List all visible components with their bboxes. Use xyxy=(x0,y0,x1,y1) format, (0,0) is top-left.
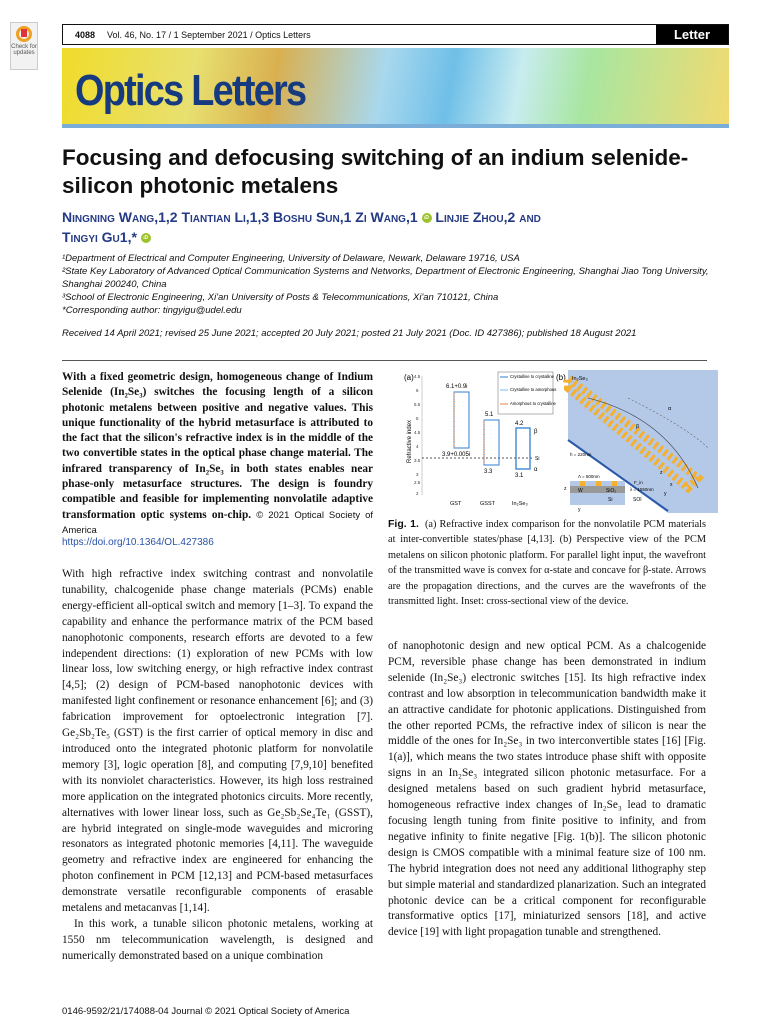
y-tick: 4.5 xyxy=(414,374,421,379)
badge-label: Check for updates xyxy=(11,44,37,56)
journal-banner xyxy=(62,48,729,128)
data-label: 3.9+0.005i xyxy=(442,452,471,458)
y-tick: 2 xyxy=(416,491,419,496)
fig-label: λ = 1550nm xyxy=(630,487,654,492)
fig-label: F_in xyxy=(634,480,643,485)
y-tick: 6 xyxy=(416,388,419,393)
figure-label: Fig. 1. xyxy=(388,518,419,530)
check-for-updates-badge[interactable] xyxy=(10,22,38,70)
conjunction: and xyxy=(519,209,541,225)
fig-label: In₂Se₃ xyxy=(572,376,588,382)
corresponding-author: *Corresponding author: tingyigu@udel.edu xyxy=(62,305,242,316)
abstract xyxy=(62,370,373,538)
paragraph: With high refractive index switching contrast and nonvolatile tunability, chalcogenide phase change materials (PCMs) enable energy-efficient all-optical switch and memory [1–3]. To expand the capability and enhance the performance matrix of the PCM based nanophotonic components, research efforts are devoted to a few independent directions: (1) exploration of new PCMs with low linear loss, low switching energy, or high refractive index contrast [4,5]; (2) design of PCM-based nanophotonic devices with manifested light confinement or resonance enhancement [6]; and (3) fabrication improvement for optoelectronic integration [7]. Ge₂Sb₂Te₅ (GST) is the first carrier of optical memory in disc and introduced onto the integrated photonic platform for nonvolatile memory [3], logic operation [8], and computing [7,9,10] benefited with its nonviolet characteristics. However, its high loss restrained more application on the integrated photonics circuits. More recently, alternatives with lower linear loss, such as Ge₂Sb₂Se₄Te₁ (GSST), are hybrid integrated on single-mode waveguides and microring resonators as integrated photonic memories [4,11]. The waveguide geometry and refractive index are engineered for enhancing the photon confinement in PCM [12,13] and PCM-based metasurfaces demonstrate versatile reconfigurable components of erasable metalens and metacanvas [1,14]. xyxy=(62,568,373,915)
figure-1 xyxy=(398,368,718,513)
page-number: 4088 xyxy=(75,29,96,40)
caption-text: (a) Refractive index comparison for the nonvolatile PCM materials at inter-convertible states/phase [4,13]. (b) Perspective view of the PCM metalens on silicon photonic platform. For parallel light input, the wavefront of the transmitted wave is convex for α-state and concave for β-state. Arrows are the propagation directions, and the curves are the wavefronts of the transmitted light. Inset: cross-sectional view of the device. xyxy=(388,519,707,608)
author: Boshu Sun,1 xyxy=(273,209,352,225)
affiliation: ²State Key Laboratory of Advanced Optical Communication Systems and Networks, Department of Electronic Engineering, Shanghai Jiao Tong University, Shanghai 200240, China xyxy=(62,266,709,290)
journal-logo: Optics Letters xyxy=(75,66,306,115)
y-tick: 3.5 xyxy=(414,458,421,463)
panel-b-tag: (b) xyxy=(556,373,566,382)
running-header xyxy=(62,24,729,45)
y-tick: 5.5 xyxy=(414,402,421,407)
orcid-icon[interactable]: iD xyxy=(141,233,151,243)
fig-label: β xyxy=(636,424,640,430)
fig-label: y xyxy=(578,507,581,513)
abstract-text: With a fixed geometric design, homogeneous change of Indium Selenide (In₂Se₃) switches the focusing length of a silicon photonic metalens between positive and negative values. This unique functionality of the hybrid metasurface is attributed to the fact that the silicon's refractive index is in the middle of the two convertible states in the optical phase change material. The infrared transparency of In₂Se₃ in both states enables near phase-only metasurface structures. The design is foundry compatible and feasible for implementing nonvolatile adaptive transformation optic systems on-chip. xyxy=(62,371,373,521)
affiliations xyxy=(62,252,722,317)
fig-label: Si xyxy=(608,497,613,503)
fig-label: W xyxy=(578,488,583,494)
y-tick: 4.5 xyxy=(414,430,421,435)
fig-label: SOI xyxy=(633,497,642,503)
y-tick: 2.5 xyxy=(414,480,421,485)
panel-a-tag: (a) xyxy=(404,373,414,382)
author: Tiantian Li,1,3 xyxy=(181,209,270,225)
copyright: © 2021 Optical Society of America xyxy=(62,509,373,536)
author: Zi Wang,1 xyxy=(355,209,418,225)
author: Ningning Wang,1,2 xyxy=(62,209,178,225)
y-tick: 3 xyxy=(416,472,419,477)
divider xyxy=(62,360,707,361)
author-list xyxy=(62,207,722,247)
gst-bar xyxy=(454,392,469,448)
y-axis-label: Refractive index xyxy=(407,419,413,463)
history-dates: Received 14 April 2021; revised 25 June 2021; accepted 20 July 2021; posted 21 July 2021 (Doc. ID 427386); published 18 August 2021 xyxy=(62,328,637,339)
fig-label: SiO₂ xyxy=(606,488,617,494)
fig-label: y xyxy=(664,491,667,497)
data-label: 4.2 xyxy=(515,421,524,427)
orcid-icon[interactable]: iD xyxy=(422,213,432,223)
body-left-column xyxy=(62,567,373,965)
y-tick: 4 xyxy=(416,444,419,449)
fig-label: x xyxy=(670,482,673,488)
fig-label: z xyxy=(564,486,567,492)
data-label: 5.1 xyxy=(485,412,494,418)
in2se3-bar xyxy=(516,428,530,469)
figure-caption xyxy=(388,517,706,609)
x-tick: In₂Se₃ xyxy=(512,501,528,507)
y-ticks xyxy=(414,374,421,496)
si-label: Si xyxy=(535,456,540,462)
data-label: β xyxy=(534,429,538,435)
author: Tingyi Gu1,* xyxy=(62,229,137,245)
paper-title: Focusing and defocusing switching of an indium selenide-silicon photonic metalens xyxy=(62,145,689,198)
paragraph: of nanophotonic design and new optical PCM. As a chalcogenide PCM, reversible phase change has been demonstrated in indium selenide (In₂Se₃) electronic switches [15]. Its high refractive index contrast and low absorption in telecommunication bandwidth make it an attractive candidate for photonic applications. Distinguished from the other reported PCMs, the refractive index of silicon is near the middle of the ones for In₂Se₃ in two interconvertible states [16] [Fig. 1(a)], which means the two states introduce phase shift with opposite signs in an In₂Se₃ integrated silicon photonic metasurface. For a designed metalens based on such gradient hybrid metasurface, homogeneous refractive index changes of In₂Se₃ lead to dramatic focusing length tuning from finite positive to infinity, and from negative infinity to finite negative [Fig. 1(b)]. The silicon photonic design is CMOS compatible with a minimal feature size of 100 nm. The hybrid integration does not need any additional lithography step but simple material and standardized planarization. Such an integrated photonic device can be a critical component for reconfigurable transformative optics [17], miniaturized sensors [18], and active device [19] with light propagation tunable and strengthened. xyxy=(388,640,706,939)
author: Linjie Zhou,2 xyxy=(435,209,516,225)
fig-label: α xyxy=(668,406,672,412)
data-label: 3.3 xyxy=(484,469,493,475)
paragraph: In this work, a tunable silicon photonic metalens, working at 1550 nm telecommunication wavelength, is designed and numerically demonstrated based on a unique combination xyxy=(62,917,373,962)
fig-label: Λ = 500nm xyxy=(578,474,600,479)
article-type: Letter xyxy=(656,25,728,44)
citation: Vol. 46, No. 17 / 1 September 2021 / Optics Letters xyxy=(107,29,311,40)
crossmark-icon xyxy=(16,26,32,42)
data-label: α xyxy=(534,467,538,473)
doi-link[interactable]: https://doi.org/10.1364/OL.427386 xyxy=(62,537,214,548)
data-label: 3.1 xyxy=(515,473,524,479)
affiliation: ³School of Electronic Engineering, Xi'an University of Posts & Telecommunications, Xi'an 710121, China xyxy=(62,292,499,303)
data-label: 6.1+0.9i xyxy=(446,384,468,390)
footer: 0146-9592/21/174088-04 Journal © 2021 Optical Society of America xyxy=(62,1006,350,1017)
x-tick: GST xyxy=(450,501,462,507)
body-right-column xyxy=(388,639,706,941)
x-tick: GSST xyxy=(480,501,495,507)
legend-entry: Amorphous to crystalline xyxy=(510,401,556,406)
affiliation: ¹Department of Electrical and Computer Engineering, University of Delaware, Newark, Delaware 19716, USA xyxy=(62,253,520,264)
fig-label: z xyxy=(660,470,663,476)
fig-label: h = 220nm xyxy=(570,452,592,457)
legend-entry: Crystalline to amorphous xyxy=(510,387,557,392)
y-tick: 5 xyxy=(416,416,419,421)
legend-entry: Crystalline to crystalline xyxy=(510,374,554,379)
